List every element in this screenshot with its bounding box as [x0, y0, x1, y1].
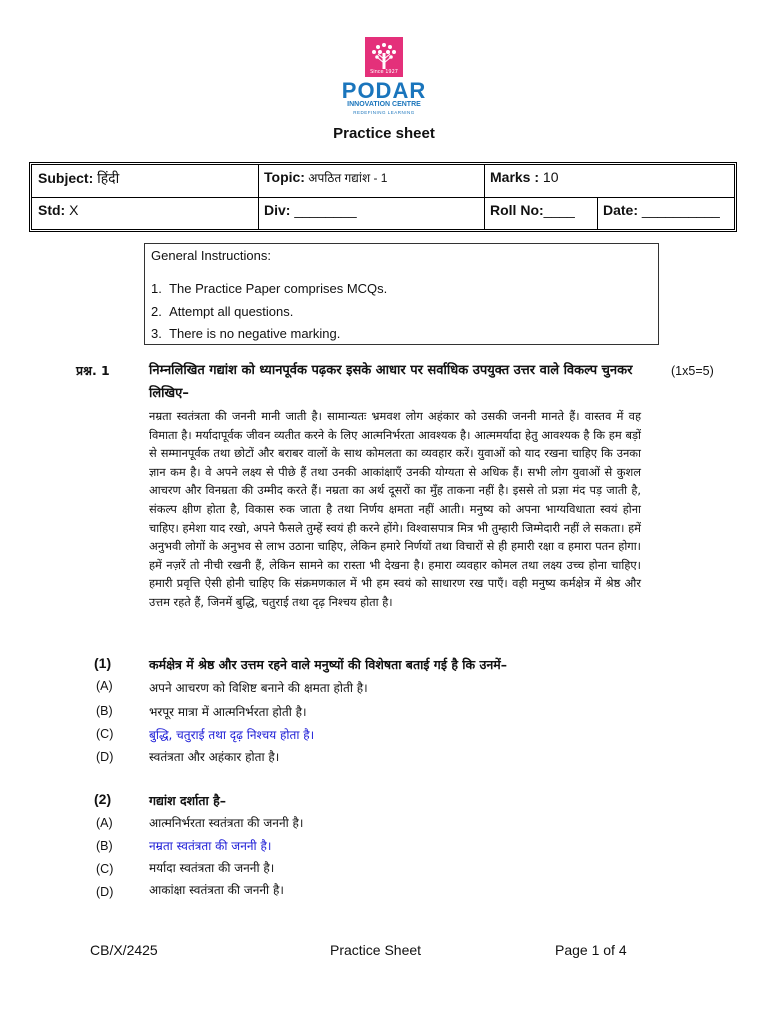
instruction-num: 3.	[151, 326, 162, 341]
date-value: __________	[638, 202, 720, 218]
option-text-answer: बुद्धि, चतुराई तथा दृढ़ निश्चय होता है।	[149, 728, 315, 742]
date-cell	[597, 198, 734, 230]
col-divider	[484, 165, 485, 229]
instruction-num: 1.	[151, 281, 162, 296]
div-value: ________	[290, 202, 357, 218]
header-table	[29, 162, 737, 232]
option-text: मर्यादा स्वतंत्रता की जननी है।	[149, 861, 275, 875]
instructions-box	[144, 243, 659, 345]
instruction-item	[151, 281, 387, 296]
div-label: Div:	[264, 202, 291, 218]
col-divider	[258, 165, 259, 229]
passage: नम्रता स्वतंत्रता की जननी मानी जाती है। सामान्यतः भ्रमवश लोग अहंकार को उसकी जननी मानते हैं। वास्तव में वह विमाता है। मर्यादापूर्वक जीवन व्यतीत करने के लिए आत्मनिर्भरता आवश्यक है। आत्ममर्यादा हेतु आवश्यक है कि हम बड़ों से सम्मानपूर्वक तथा छोटों और बराबर वालों के साथ कोमलता का व्यवहार करें। युवाओं को याद रखना चाहिए कि उनका ज्ञान कम है। वे अपने लक्ष्य से पीछे हैं तथा उनकी आकांक्षाएँ उनकी योग्यता से अधिक हैं। सभी लोग युवाओं से कुशल आचरण और विनम्रता की उम्मीद करते हैं। नम्रता का अर्थ दूसरों का मुँह ताकना नहीं है। इससे तो प्रज्ञा मंद पड़ जाती है, संकल्प क्षीण होता है, विकास रुक जाता है तथा निर्णय क्षमता नहीं आती। मनुष्य को अपना भाग्यविधाता स्वयं होना चाहिए। हमेशा याद रखो, अपने फैसले तुम्हें स्वयं ही करने होंगे। विश्वासपात्र मित्र भी तुम्हारी जिम्मेदारी नहीं ले सकता। हमें अनुभवी लोगों के अनुभव से लाभ उठाना चाहिए, लेकिन हमारे निर्णयों तथा विचारों से ही हमारी रक्षा व हमारा पतन होगा। हमें नज़रें तो नीची रखनी हैं, लेकिन सामने का रास्ता भी देखना है। हमारा व्यवहार कोमल तथा लक्ष्य उच्च होना चाहिए। हमारी प्रवृत्ति ऐसी होनी चाहिए कि संक्रमणकाल में भी हम स्वयं को साधारण रख पाएँ। वही मनुष्य कर्मक्षेत्र में श्रेष्ठ और उत्तम रहते हैं, जिनमें बुद्धि, चतुराई तथा दृढ़ निश्चय होता है।	[149, 409, 641, 609]
subquestion-number: (1)	[94, 655, 112, 671]
subject-value: हिंदी	[93, 170, 120, 186]
footer-page: Page 1 of 4	[555, 942, 627, 958]
option-label: (C)	[96, 727, 114, 741]
option-label: (C)	[96, 862, 114, 876]
subject-label: Subject:	[38, 170, 94, 186]
subquestion-text: गद्यांश दर्शाता है–	[149, 793, 226, 808]
option-label: (D)	[96, 885, 114, 899]
option-label: (B)	[96, 704, 113, 718]
std-cell	[32, 198, 258, 230]
question-heading: निम्नलिखित गद्यांश को ध्यानपूर्वक पढ़कर इसके आधार पर सर्वाधिक उपयुक्त उत्तर वाले विकल्प चुनकर लिखिए–	[149, 363, 633, 401]
option-label: (A)	[96, 679, 113, 693]
topic-value: अपठित गद्यांश - 1	[304, 171, 388, 185]
marks-cell	[484, 165, 734, 197]
logo-subtitle: INNOVATION CENTRE	[347, 101, 421, 108]
question-marks: (1x5=5)	[671, 364, 714, 378]
header-row-2	[32, 198, 734, 230]
option-label: (B)	[96, 839, 113, 853]
roll-value: ____	[543, 202, 575, 218]
logo-tagline: REDEFINING LEARNING	[353, 110, 415, 115]
std-value: X	[65, 202, 79, 218]
instruction-text: There is no negative marking.	[169, 326, 341, 341]
option-text: अपने आचरण को विशिष्ट बनाने की क्षमता होती है।	[149, 681, 368, 695]
option-text: स्वतंत्रता और अहंकार होता है।	[149, 750, 280, 764]
std-label: Std:	[38, 202, 66, 218]
option-label: (A)	[96, 816, 113, 830]
logo-brand: PODAR	[341, 78, 427, 103]
roll-label: Roll No:	[490, 202, 544, 218]
col-divider	[597, 198, 598, 230]
logo-since: Since 1927	[370, 69, 398, 75]
question-label: प्रश्न. 1	[76, 363, 110, 378]
marks-label: Marks :	[490, 169, 540, 185]
option-text: भरपूर मात्रा में आत्मनिर्भरता होती है।	[149, 705, 307, 719]
subject-cell	[32, 165, 258, 197]
option-text: आत्मनिर्भरता स्वतंत्रता की जननी है।	[149, 816, 304, 830]
page-title: Practice sheet	[333, 125, 435, 142]
option-text-answer: नम्रता स्वतंत्रता की जननी है।	[149, 839, 272, 853]
option-label: (D)	[96, 750, 114, 764]
footer-code: CB/X/2425	[90, 942, 158, 958]
instruction-item	[151, 326, 340, 341]
header-row-1	[32, 165, 734, 197]
instruction-item	[151, 304, 293, 319]
instructions-heading: General Instructions:	[151, 248, 271, 263]
topic-label: Topic:	[264, 169, 305, 185]
instruction-text: The Practice Paper comprises MCQs.	[169, 281, 388, 296]
subquestion-text: कर्मक्षेत्र में श्रेष्ठ और उत्तम रहने वाले मनुष्यों की विशेषता बताई गई है कि उनमें–	[149, 657, 508, 672]
marks-value: 10	[539, 169, 559, 185]
subquestion-number: (2)	[94, 791, 112, 807]
option-text: आकांक्षा स्वतंत्रता की जननी है।	[149, 883, 284, 897]
roll-cell	[484, 198, 597, 230]
div-cell	[258, 198, 484, 230]
topic-cell	[258, 165, 484, 197]
date-label: Date:	[603, 202, 639, 218]
instruction-num: 2.	[151, 304, 162, 319]
instruction-text: Attempt all questions.	[169, 304, 294, 319]
footer-title: Practice Sheet	[330, 942, 422, 958]
